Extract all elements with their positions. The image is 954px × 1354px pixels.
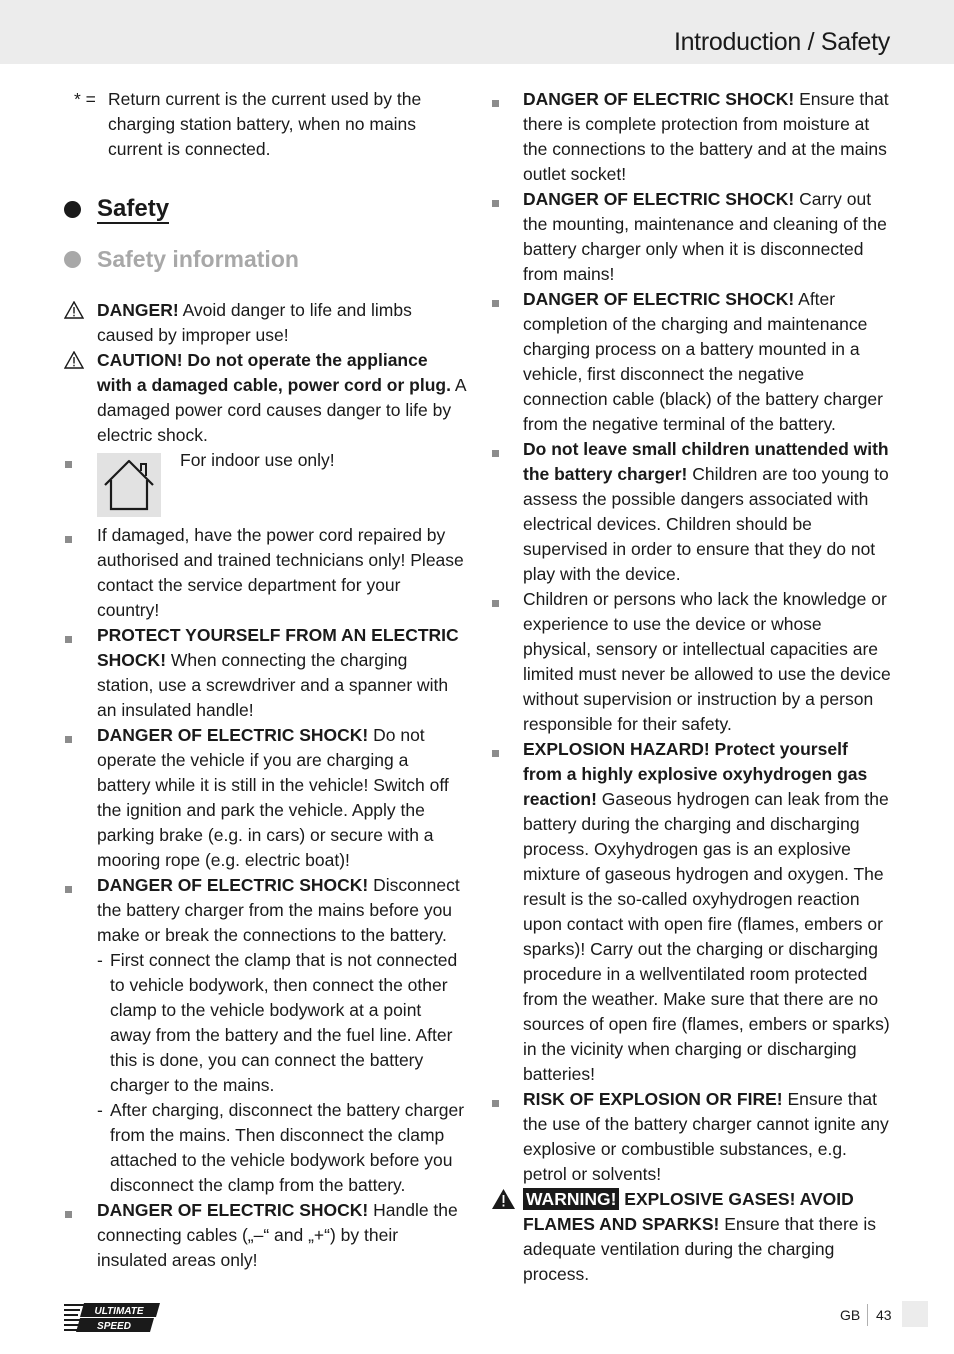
bullet-square-icon xyxy=(492,600,499,607)
list-item-shock-vehicle xyxy=(64,723,466,873)
bullet-square-icon xyxy=(65,536,72,543)
sub-list-item xyxy=(97,948,466,1098)
bullet-square-icon xyxy=(65,736,72,743)
warning-triangle-filled-icon xyxy=(491,1188,516,1210)
item-bold: RISK OF EXPLOSION OR FIRE! xyxy=(523,1089,783,1109)
list-item-shock-cables xyxy=(64,1198,466,1273)
item-text: When connecting the charging station, use a screwdriver and a spanner with an insulated handle! xyxy=(97,650,449,720)
dash-mark: - xyxy=(97,1100,103,1120)
heading-text: Safety xyxy=(97,195,170,222)
item-bold: DANGER OF ELECTRIC SHOCK! xyxy=(97,1200,369,1220)
page-number: 43 xyxy=(876,1307,892,1323)
bullet-square-icon xyxy=(492,100,499,107)
dash-mark: - xyxy=(97,950,103,970)
warning-bold: EXPLOSIVE GASES! AVOID FLAMES AND SPARKS! xyxy=(523,1189,854,1234)
footer-divider xyxy=(867,1304,868,1326)
svg-text:ULTIMATE: ULTIMATE xyxy=(94,1306,144,1317)
item-text: Carry out the mounting, maintenance and cleaning of the battery charger only when it is disconnected from mains! xyxy=(523,189,887,284)
explosive-gases-warning xyxy=(491,1187,891,1287)
danger-warning xyxy=(64,298,466,348)
heading-bullet-icon xyxy=(64,251,81,268)
list-item-fire xyxy=(491,1087,891,1187)
page-corner-box xyxy=(902,1301,928,1327)
sub-item-text: After charging, disconnect the battery charger from the mains. Then disconnect the clamp attached to the vehicle bodywork before you disconnect the clamp from the battery. xyxy=(110,1100,465,1195)
caution-warning xyxy=(64,348,466,448)
sub-item-text: First connect the clamp that is not connected to vehicle bodywork, then connect the other clamp to the vehicle bodywork at a point away from the battery and the fuel line. After this is done, you can connect the battery charger to the mains. xyxy=(110,950,458,1095)
list-item-moisture xyxy=(491,87,891,187)
heading-bullet-icon xyxy=(64,201,81,218)
item-bold: EXPLOSION HAZARD! Protect yourself from a highly explosive oxyhydrogen gas reaction! xyxy=(523,739,868,809)
item-bold: DANGER OF ELECTRIC SHOCK! xyxy=(523,289,795,309)
section-heading-safety-information xyxy=(64,244,466,274)
list-item-mounting xyxy=(491,187,891,287)
footnote-text: Return current is the current used by the charging station battery, when no mains current is connected. xyxy=(108,89,422,159)
sub-list-item xyxy=(97,1098,466,1198)
section-heading-safety xyxy=(64,194,466,224)
item-text: Gaseous hydrogen can leak from the battery during the charging and discharging process. Oxyhydrogen gas is an explosive mixture of gaseous hydrogen and oxygen. The result is the so-called oxyhydrogen reaction upon contact with open fire (flames, embers or sparks)! Carry out the charging or discharging procedure in a wellventilated room protected from the weather. Make sure that there are no sources of open fire (flames, embers or sparks) in the vicinity when charging or discharging batteries! xyxy=(523,789,890,1084)
brand-logo xyxy=(64,1301,162,1333)
item-text: Handle the connecting cables („–“ and „+“) by their insulated areas only! xyxy=(97,1200,458,1270)
list-item-shock-disconnect xyxy=(64,873,466,1198)
list-item-persons xyxy=(491,587,891,737)
item-bold: DANGER OF ELECTRIC SHOCK! xyxy=(97,875,369,895)
bullet-square-icon xyxy=(65,636,72,643)
bullet-square-icon xyxy=(65,1211,72,1218)
footnote xyxy=(64,87,466,162)
heading-text: Safety information xyxy=(97,246,299,272)
left-column xyxy=(64,87,466,1273)
list-item-children xyxy=(491,437,891,587)
item-bold: DANGER OF ELECTRIC SHOCK! xyxy=(523,89,795,109)
warning-text: A damaged power cord causes danger to life by electric shock. xyxy=(97,375,466,445)
item-text: Children are too young to assess the possible dangers associated with electrical devices. Children should be supervised in order to ensure that they do not play with the device. xyxy=(523,464,889,584)
item-bold: DANGER OF ELECTRIC SHOCK! xyxy=(97,725,369,745)
list-item-explosion xyxy=(491,737,891,1087)
bullet-square-icon xyxy=(65,461,72,468)
warning-triangle-icon xyxy=(64,351,84,369)
page-title: Introduction / Safety xyxy=(673,28,890,56)
list-item-protect xyxy=(64,623,466,723)
bullet-square-icon xyxy=(492,200,499,207)
item-text: Children or persons who lack the knowledge or experience to use the device or whose physical, sensory or intellectual capacities are limited must never be allowed to use the device without supervision or instruction by a person responsible for their safety. xyxy=(523,589,891,734)
item-bold: PROTECT YOURSELF FROM AN ELECTRIC SHOCK! xyxy=(97,625,459,670)
indoor-use-item xyxy=(64,448,466,523)
indoor-text: For indoor use only! xyxy=(180,450,335,470)
bullet-square-icon xyxy=(65,886,72,893)
warning-bold: CAUTION! Do not operate the appliance with a damaged cable, power cord or plug. xyxy=(97,350,451,395)
item-text: After completion of the charging and maintenance charging process on a battery mounted in a vehicle, first disconnect the negative connection cable (black) of the battery charger from the negative terminal of the battery. xyxy=(523,289,883,434)
house-icon xyxy=(97,453,161,517)
item-text: Ensure that there is complete protection from moisture at the connections to the battery and at the mains outlet socket! xyxy=(523,89,889,184)
svg-text:SPEED: SPEED xyxy=(97,1321,131,1332)
right-column xyxy=(491,87,891,1287)
bullet-square-icon xyxy=(492,1100,499,1107)
warning-text: Avoid danger to life and limbs caused by improper use! xyxy=(97,300,412,345)
bullet-square-icon xyxy=(492,450,499,457)
item-text: If damaged, have the power cord repaired by authorised and trained technicians only! Please contact the service department for your country! xyxy=(97,525,464,620)
bullet-square-icon xyxy=(492,300,499,307)
item-text: Ensure that the use of the battery charger cannot ignite any explosive or combustible substances, e.g. petrol or solvents! xyxy=(523,1089,889,1184)
bullet-square-icon xyxy=(492,750,499,757)
item-bold: Do not leave small children unattended with the battery charger! xyxy=(523,439,889,484)
warning-text: Ensure that there is adequate ventilation during the charging process. xyxy=(523,1214,877,1284)
list-item-after-charging xyxy=(491,287,891,437)
language-code: GB xyxy=(840,1307,861,1323)
item-text: Do not operate the vehicle if you are charging a battery while it is still in the vehicle! Switch off the ignition and park the vehicle. Apply the parking brake (e.g. in cars) or secure with a mooring rope (e.g. electric boat)! xyxy=(97,725,449,870)
footnote-mark: * = xyxy=(74,89,96,109)
item-text: Disconnect the battery charger from the mains before you make or break the connections to the battery. xyxy=(97,875,460,945)
warning-triangle-icon xyxy=(64,301,84,319)
item-bold: DANGER OF ELECTRIC SHOCK! xyxy=(523,189,795,209)
warning-badge: WARNING! xyxy=(523,1188,619,1210)
warning-bold: DANGER! xyxy=(97,300,179,320)
list-item-power-cord xyxy=(64,523,466,623)
